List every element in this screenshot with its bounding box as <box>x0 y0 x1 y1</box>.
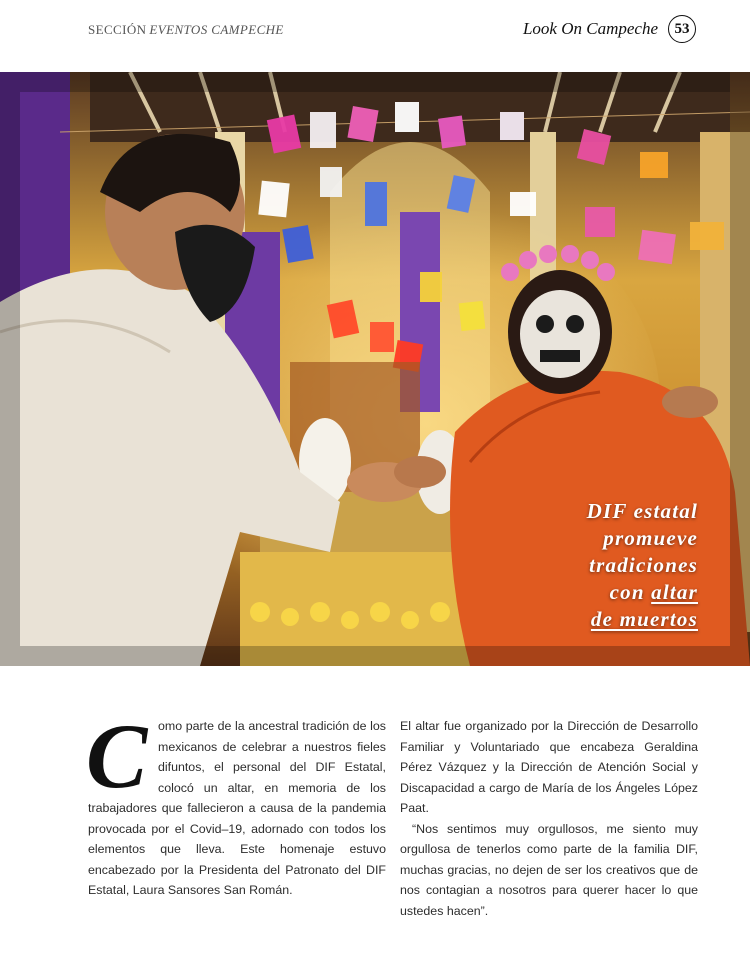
article-paragraph: omo parte de la ancestral tradición de los mexicanos de celebrar a nuestros fieles difuntos, el personal del DIF Estatal, colocó un altar, en memoria de los trabajadores que fallecieron a causa de la pandemia provocada por el Covid–19, adornado con todos los elementos que lleva. Este homenaje estuvo encabezado por la Presidenta del Patronato del DIF Estatal, Laura Sansores San Román. <box>88 719 386 897</box>
section-name: EVENTOS CAMPECHE <box>149 22 284 37</box>
caption-emphasis: altar <box>651 580 698 604</box>
caption-line <box>587 579 698 606</box>
page-number: 53 <box>668 15 696 43</box>
caption-line: DIF estatal <box>586 499 698 523</box>
article-paragraph: El altar fue organizado por la Dirección de Desarrollo Familiar y Voluntariado que encabeza Geraldina Pérez Vázquez y la Dirección de Atención Social y Discapacidad a cargo de María de los Ángeles López Paat. <box>400 719 698 815</box>
section-label <box>88 22 284 38</box>
drop-cap: C <box>86 705 148 807</box>
caption-line: promueve <box>603 526 698 550</box>
caption-emphasis: de muertos <box>590 607 698 631</box>
page-header <box>0 0 750 70</box>
caption-line: tradiciones <box>589 553 698 577</box>
magazine-title: Look On Campeche <box>522 19 658 38</box>
photo-caption <box>587 498 698 633</box>
section-prefix: SECCIÓN <box>88 22 147 37</box>
article-column-right <box>400 716 698 921</box>
feature-photo <box>0 72 750 666</box>
article-quote: “Nos sentimos muy orgullosos, me siento muy orgullosa de tenerlos como parte de la familia DIF, muchas gracias, no dejen de ser los creativos que de nos contagian a nosotros para querer hacer lo que ustedes hacen”. <box>400 821 698 918</box>
article-column-left <box>86 705 386 901</box>
caption-line-prefix: con <box>609 580 652 604</box>
